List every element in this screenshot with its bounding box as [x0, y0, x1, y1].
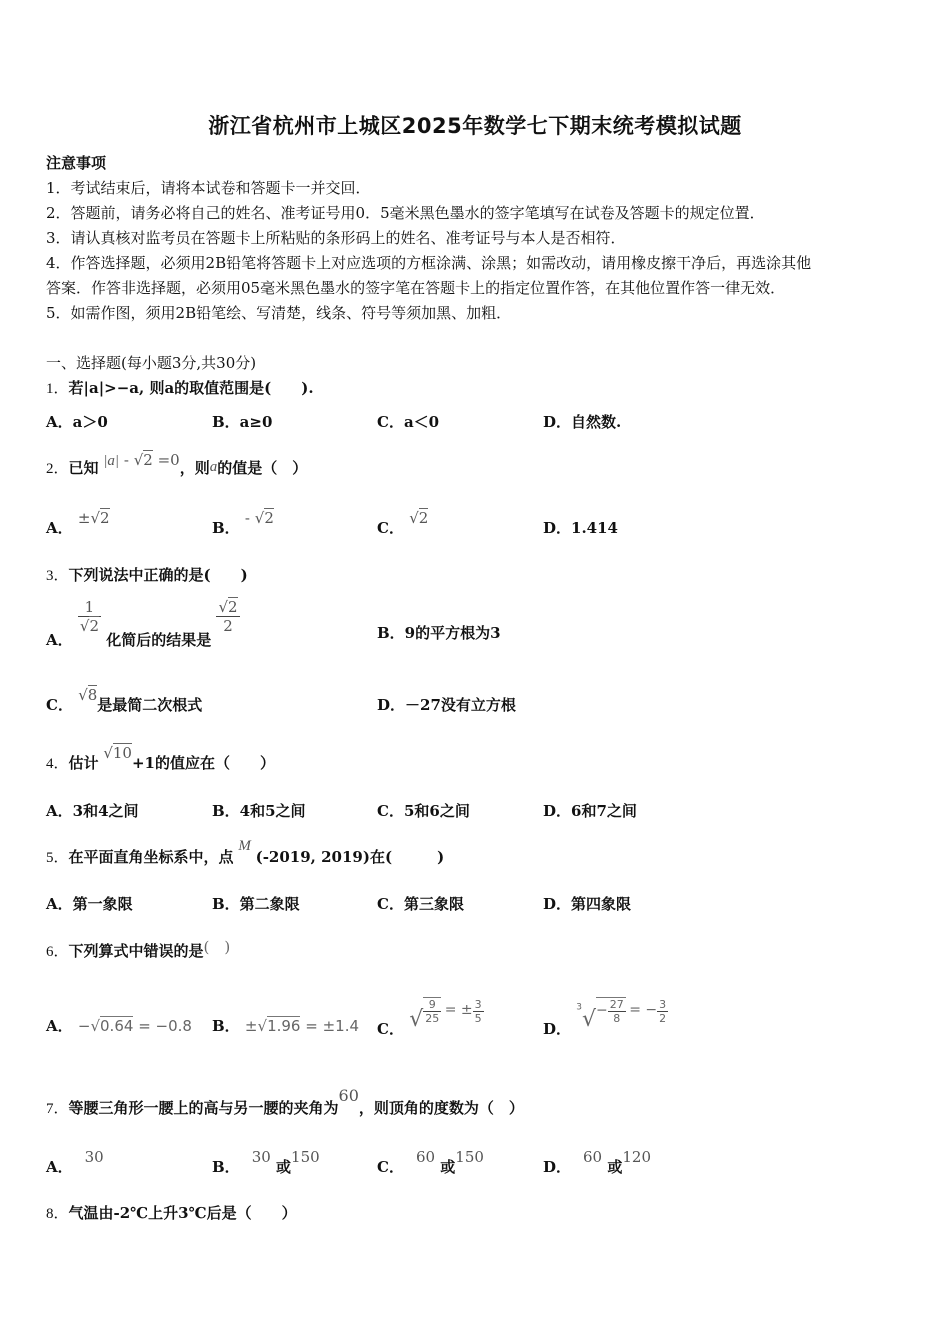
note-item: 2．答题前，请务必将自己的姓名、准考证号用0．5毫米黑色墨水的签字笔填写在试卷及答题卡的规定位置． — [46, 204, 765, 222]
section-heading: 一、选择题(每小题3分,共30分) — [46, 354, 257, 372]
fraction — [216, 598, 239, 635]
option-a — [46, 598, 240, 649]
option-value: 60 — [583, 1148, 603, 1166]
option-d: D．第四象限 — [543, 895, 632, 913]
fraction-numerator: 3 — [474, 997, 482, 1011]
expr-abs: |a| — [103, 453, 120, 469]
question-text-pre: 估计 — [68, 754, 99, 772]
question-number: 5． — [46, 850, 69, 866]
question-text: 下列说法中正确的是( ) — [68, 566, 248, 584]
question-number: 8． — [46, 1206, 69, 1222]
option-expr: −√0.64 = −0.8 — [77, 1017, 192, 1035]
option-c — [377, 1148, 484, 1177]
equals-pm: = ± — [444, 1002, 473, 1018]
option-label: A． — [46, 1158, 73, 1176]
question-8 — [46, 1202, 297, 1223]
option-expr: √8 — [78, 686, 98, 704]
var-a: a — [209, 459, 218, 475]
option-b — [212, 509, 274, 538]
minus-sign: − — [77, 1017, 91, 1035]
question-5 — [46, 838, 445, 867]
angle-value: 60 — [338, 1086, 359, 1105]
question-text-pre: 等腰三角形一腰上的高与另一腰的夹角为 — [68, 1099, 339, 1117]
option-value: 60 — [415, 1148, 436, 1166]
or-text: 或 — [440, 1158, 456, 1176]
option-expr: ±√1.96 = ±1.4 — [244, 1017, 360, 1035]
or-text: 或 — [276, 1158, 292, 1176]
fraction-numerator: 9 — [423, 998, 441, 1012]
minus-sign: − — [596, 1002, 608, 1018]
question-text: 气温由-2℃上升3℃后是（ ） — [68, 1204, 297, 1222]
sqrt-symbol: √2 — [133, 451, 153, 469]
question-6 — [46, 940, 230, 961]
option-label: A． — [46, 1017, 73, 1035]
sqrt-radicand: 0.64 — [100, 1017, 134, 1035]
fraction-numerator: √2 — [218, 598, 238, 616]
option-a: A．a＞0 — [46, 413, 108, 431]
option-label: D． — [543, 1158, 572, 1176]
minus-sign: - — [244, 509, 250, 527]
fraction — [608, 998, 626, 1025]
answer-paren: ( ) — [203, 938, 231, 956]
option-a — [46, 1015, 192, 1036]
option-expr: √ $\frac{9}{25}$ = ± $\frac{3}{5}$ — [409, 997, 482, 1032]
sqrt-radicand: 1.96 — [267, 1017, 301, 1035]
or-text: 或 — [607, 1158, 623, 1176]
sqrt-radicand: 2 — [100, 509, 110, 527]
question-text-post: +1的值应在（ ） — [131, 754, 275, 772]
option-label: C． — [46, 696, 73, 714]
equation-rhs: = ±1.4 — [305, 1017, 360, 1035]
question-number: 1． — [46, 381, 69, 397]
option-label: C． — [377, 1158, 404, 1176]
option-value: 150 — [455, 1148, 484, 1166]
question-number: 4． — [46, 756, 69, 772]
fraction-denominator: 8 — [613, 1011, 621, 1025]
fraction-denominator: 2 — [223, 617, 233, 635]
sqrt-radicand: 8 — [87, 686, 98, 704]
fraction-numerator: 3 — [659, 997, 667, 1011]
option-d: D．1.414 — [543, 519, 618, 537]
option-c: C．5和6之间 — [377, 802, 470, 820]
sqrt-radicand: 2 — [228, 598, 238, 616]
option-d: D．自然数. — [543, 413, 622, 431]
note-item: 1．考试结束后，请将本试卷和答题卡一并交回． — [46, 179, 371, 197]
question-number: 3． — [46, 568, 69, 584]
question-number: 2． — [46, 461, 69, 477]
option-value: 30 — [251, 1148, 271, 1166]
fraction-denominator: 25 — [425, 1012, 440, 1025]
sqrt-radicand: 2 — [143, 451, 153, 469]
option-label: B． — [212, 1017, 240, 1035]
question-7 — [46, 1086, 524, 1118]
option-label: D． — [543, 1020, 572, 1038]
fraction-numerator: 1 — [78, 598, 101, 617]
option-d — [543, 1148, 651, 1177]
question-1 — [46, 377, 314, 398]
question-text-pre: 已知 — [68, 459, 99, 477]
option-label: C． — [377, 1020, 404, 1038]
option-label: A． — [46, 519, 73, 537]
question-4 — [46, 744, 275, 773]
option-b: B．9的平方根为3 — [377, 624, 501, 642]
coords: (-2019, 2019) — [255, 848, 370, 866]
option-expr: $^3$√− $\frac{27}{8}$ = − $\frac{3}{2}$ — [576, 997, 667, 1032]
note-item: 4．作答选择题，必须用2B铅笔将答题卡上对应选项的方框涂满、涂黑；如需改动，请用橡皮擦干净后，再选涂其他 — [46, 254, 812, 272]
question-text-post: ，则 — [179, 459, 210, 477]
option-c — [46, 686, 203, 715]
sqrt-radicand: 2 — [418, 509, 429, 527]
question-text-post: ，则顶角的度数为（ ） — [358, 1099, 524, 1117]
option-c: C．a＜0 — [377, 413, 440, 431]
var-m: M — [238, 838, 251, 854]
fraction — [78, 598, 101, 635]
question-2 — [46, 451, 308, 478]
option-b — [212, 1148, 320, 1177]
option-text: 化简后的结果是 — [106, 630, 212, 649]
note-item: 3．请认真核对监考员在答题卡上所粘贴的条形码上的姓名、准考证号与本人是否相符． — [46, 229, 626, 247]
option-a: A．3和4之间 — [46, 802, 139, 820]
note-item: 答案．作答非选择题，必须用05毫米黑色墨水的签字笔在答题卡上的指定位置作答，在其他位置作答一律无效． — [46, 279, 786, 297]
question-number: 7． — [46, 1101, 69, 1117]
fraction-denominator: √2 — [79, 617, 99, 635]
question-text-post2: 的值是（ ） — [217, 459, 308, 477]
option-c — [377, 995, 484, 1038]
question-3 — [46, 564, 248, 585]
notes-heading: 注意事项 — [46, 154, 107, 172]
option-value: 30 — [84, 1148, 104, 1166]
option-label: B． — [212, 1158, 240, 1176]
option-c: C．第三象限 — [377, 895, 464, 913]
option-b — [212, 1015, 359, 1036]
option-value: 150 — [291, 1148, 320, 1166]
option-label: C． — [377, 519, 404, 537]
option-expr: √10 — [103, 744, 132, 762]
root-index: 3 — [576, 1002, 582, 1013]
option-expr: - √2 — [244, 509, 274, 527]
option-label: B． — [212, 519, 240, 537]
option-expr: ±√2 — [77, 509, 110, 527]
option-d: D．6和7之间 — [543, 802, 637, 820]
equation-rhs: = −0.8 — [138, 1017, 192, 1035]
fraction — [423, 997, 441, 1025]
fraction-denominator: 5 — [474, 1011, 482, 1025]
option-d — [543, 995, 668, 1038]
option-label: A． — [46, 630, 73, 649]
sqrt-radicand: 2 — [264, 509, 274, 527]
option-b: B．a≥0 — [212, 413, 273, 431]
option-expr: √2 — [409, 509, 429, 527]
expr-minus: - — [123, 451, 129, 469]
option-value: 120 — [622, 1148, 651, 1166]
option-d: D．－27没有立方根 — [377, 696, 516, 714]
sqrt-radicand: 2 — [89, 617, 99, 635]
pm-sign: ± — [77, 509, 91, 527]
fraction-numerator: 27 — [609, 997, 624, 1011]
option-text: 是最简二次根式 — [97, 696, 203, 714]
equals-minus: = − — [629, 1002, 658, 1018]
question-number: 6． — [46, 944, 69, 960]
option-c — [377, 509, 429, 538]
option-a: A．第一象限 — [46, 895, 133, 913]
option-b: B．第二象限 — [212, 895, 300, 913]
option-a — [46, 509, 110, 538]
fraction — [473, 998, 484, 1025]
question-text: 若|a|>−a, 则a的取值范围是( ). — [68, 379, 314, 397]
fraction — [657, 998, 668, 1025]
option-b: B．4和5之间 — [212, 802, 306, 820]
note-item: 5．如需作图，须用2B铅笔绘、写清楚，线条、符号等须加黑、加粗． — [46, 304, 512, 322]
question-text: 下列算式中错误的是 — [68, 942, 204, 960]
expr-eq: =0 — [157, 451, 180, 469]
sqrt-radicand: 10 — [112, 744, 132, 762]
fraction-denominator: 2 — [659, 1011, 667, 1025]
question-text-pre: 在平面直角坐标系中，点 — [68, 848, 234, 866]
pm-sign: ± — [244, 1017, 258, 1035]
question-text-post: 在( ) — [369, 848, 445, 866]
option-a — [46, 1148, 104, 1177]
page-title: 浙江省杭州市上城区2025年数学七下期末统考模拟试题 — [208, 114, 742, 138]
